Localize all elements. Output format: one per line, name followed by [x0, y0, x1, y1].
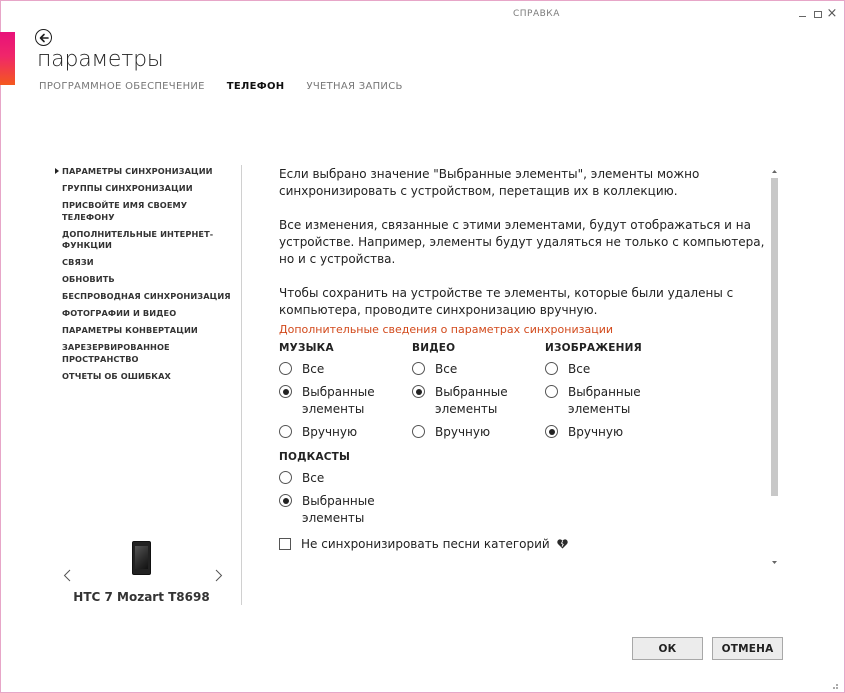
sidebar-item-links[interactable]: СВЯЗИ: [62, 257, 94, 267]
manual-sync-paragraph: [279, 285, 764, 319]
video-group: [412, 342, 545, 447]
back-button[interactable]: [35, 29, 52, 46]
intro-line-1: Если выбрано значение "Выбранные элементы", элементы можно: [279, 167, 700, 181]
podcasts-all-radio[interactable]: [279, 471, 292, 484]
music-all-label: Все: [302, 362, 325, 376]
images-all-label: Все: [568, 362, 591, 376]
resize-grip-icon: [828, 679, 840, 691]
device-selector: [54, 538, 232, 608]
tab-phone[interactable]: ТЕЛЕФОН: [226, 81, 285, 92]
sync-info-link[interactable]: Дополнительные сведения о параметрах синхронизации: [279, 323, 613, 336]
device-name: HTC 7 Mozart T8698: [73, 590, 210, 604]
settings-tabs: [39, 81, 425, 92]
images-all-option[interactable]: [545, 361, 678, 378]
video-all-radio[interactable]: [412, 362, 425, 375]
sidebar-item-name-phone[interactable]: ПРИСВОЙТЕ ИМЯ СВОЕМУ ТЕЛЕФОНУ: [62, 200, 188, 222]
images-selected-label: [568, 384, 641, 418]
phone-image: [132, 541, 151, 575]
brand-accent-bar: [0, 32, 15, 85]
sidebar-nav: [54, 166, 234, 388]
chevron-right-icon: [215, 569, 223, 582]
broken-heart-icon: [557, 539, 568, 549]
video-title: ВИДЕО: [412, 342, 456, 354]
minimize-icon: [799, 16, 806, 17]
changes-line-3: но и с устройства.: [279, 252, 396, 266]
podcasts-selected-label: [302, 493, 375, 527]
cancel-button[interactable]: ОТМЕНА: [712, 637, 783, 660]
video-manual-option[interactable]: [412, 424, 545, 441]
sidebar-divider: [241, 165, 242, 605]
media-groups: [279, 342, 764, 447]
podcasts-selected-radio[interactable]: [279, 494, 292, 507]
scroll-up-button[interactable]: [769, 166, 780, 176]
podcasts-selected-option[interactable]: [279, 493, 412, 527]
podcasts-group: [279, 451, 412, 527]
images-manual-radio[interactable]: [545, 425, 558, 438]
music-manual-label: Вручную: [302, 425, 358, 439]
sidebar-item-sync-groups[interactable]: ГРУППЫ СИНХРОНИЗАЦИИ: [62, 183, 193, 193]
podcasts-title: ПОДКАСТЫ: [279, 451, 351, 463]
sidebar-item-reserved-space[interactable]: ЗАРЕЗЕРВИРОВАННОЕ ПРОСТРАНСТВО: [62, 342, 170, 364]
sidebar-item-conversion[interactable]: ПАРАМЕТРЫ КОНВЕРТАЦИИ: [62, 325, 198, 335]
scroll-thumb[interactable]: [771, 178, 778, 496]
chevron-left-icon: [63, 569, 71, 582]
sidebar-item-photos-video[interactable]: ФОТОГРАФИИ И ВИДЕО: [62, 308, 177, 318]
sidebar-item-wireless-sync[interactable]: БЕСПРОВОДНАЯ СИНХРОНИЗАЦИЯ: [62, 291, 231, 301]
music-selected-line-2: элементы: [302, 402, 365, 416]
maximize-button[interactable]: [812, 8, 824, 20]
sidebar-item-update[interactable]: ОБНОВИТЬ: [62, 274, 115, 284]
skip-categories-checkbox[interactable]: [279, 538, 291, 550]
resize-grip[interactable]: [828, 676, 840, 688]
podcasts-selected-line-1: Выбранные: [302, 494, 375, 508]
scroll-down-button[interactable]: [769, 557, 780, 567]
scroll-down-arrow-icon: [772, 561, 777, 564]
skip-categories-option[interactable]: [279, 537, 764, 551]
back-arrow-icon: [39, 33, 49, 43]
images-selected-option[interactable]: [545, 384, 678, 418]
maximize-icon: [814, 11, 822, 18]
close-icon: ×: [826, 6, 838, 21]
music-all-option[interactable]: [279, 361, 412, 378]
music-all-radio[interactable]: [279, 362, 292, 375]
music-selected-line-1: Выбранные: [302, 385, 375, 399]
close-button[interactable]: [826, 8, 838, 20]
intro-paragraph: [279, 166, 764, 200]
changes-line-1: Все изменения, связанные с этими элементами, будут отображаться и на: [279, 218, 751, 232]
images-selected-line-1: Выбранные: [568, 385, 641, 399]
manual-line-1: Чтобы сохранить на устройстве те элементы, которые были удалены с: [279, 286, 734, 300]
video-selected-line-2: элементы: [435, 402, 498, 416]
images-group: [545, 342, 678, 447]
video-selected-option[interactable]: [412, 384, 545, 418]
images-selected-line-2: элементы: [568, 402, 631, 416]
intro-line-2: синхронизировать с устройством, перетащив их в коллекцию.: [279, 184, 678, 198]
music-title: МУЗЫКА: [279, 342, 334, 354]
page-title: параметры: [37, 47, 164, 72]
changes-line-2: устройстве. Например, элементы будут удаляться не только с компьютера,: [279, 235, 765, 249]
images-selected-radio[interactable]: [545, 385, 558, 398]
music-group: [279, 342, 412, 447]
podcasts-all-option[interactable]: [279, 470, 412, 487]
video-all-option[interactable]: [412, 361, 545, 378]
music-selected-radio[interactable]: [279, 385, 292, 398]
minimize-button[interactable]: [796, 8, 808, 20]
music-manual-radio[interactable]: [279, 425, 292, 438]
images-manual-label: Вручную: [568, 425, 624, 439]
images-manual-option[interactable]: [545, 424, 678, 441]
sync-settings-panel: [279, 166, 764, 551]
sidebar-item-sync-settings[interactable]: ПАРАМЕТРЫ СИНХРОНИЗАЦИИ: [54, 166, 234, 178]
video-manual-radio[interactable]: [412, 425, 425, 438]
music-manual-option[interactable]: [279, 424, 412, 441]
manual-line-2: компьютера, проводите синхронизацию вручную.: [279, 303, 598, 317]
podcasts-selected-line-2: элементы: [302, 511, 365, 525]
help-link[interactable]: СПРАВКА: [513, 9, 560, 19]
video-selected-radio[interactable]: [412, 385, 425, 398]
music-selected-option[interactable]: [279, 384, 412, 418]
next-device-button[interactable]: [212, 568, 226, 582]
images-title: ИЗОБРАЖЕНИЯ: [545, 342, 642, 354]
images-all-radio[interactable]: [545, 362, 558, 375]
tab-software[interactable]: ПРОГРАММНОЕ ОБЕСПЕЧЕНИЕ: [39, 81, 205, 92]
content-scrollbar[interactable]: [769, 166, 780, 567]
ok-button[interactable]: ОК: [632, 637, 703, 660]
sidebar-item-internet-features[interactable]: ДОПОЛНИТЕЛЬНЫЕ ИНТЕРНЕТ-ФУНКЦИИ: [62, 228, 214, 250]
skip-categories-label: Не синхронизировать песни категорий: [301, 537, 550, 551]
sidebar-item-error-reports[interactable]: ОТЧЕТЫ ОБ ОШИБКАХ: [62, 370, 171, 381]
video-selected-label: [435, 384, 508, 418]
video-manual-label: Вручную: [435, 425, 491, 439]
video-selected-line-1: Выбранные: [435, 385, 508, 399]
tab-account[interactable]: УЧЕТНАЯ ЗАПИСЬ: [306, 81, 403, 92]
music-selected-label: [302, 384, 375, 418]
changes-paragraph: [279, 217, 764, 268]
video-all-label: Все: [435, 362, 458, 376]
scroll-up-arrow-icon: [772, 170, 777, 173]
previous-device-button[interactable]: [60, 568, 74, 582]
podcasts-all-label: Все: [302, 471, 325, 485]
